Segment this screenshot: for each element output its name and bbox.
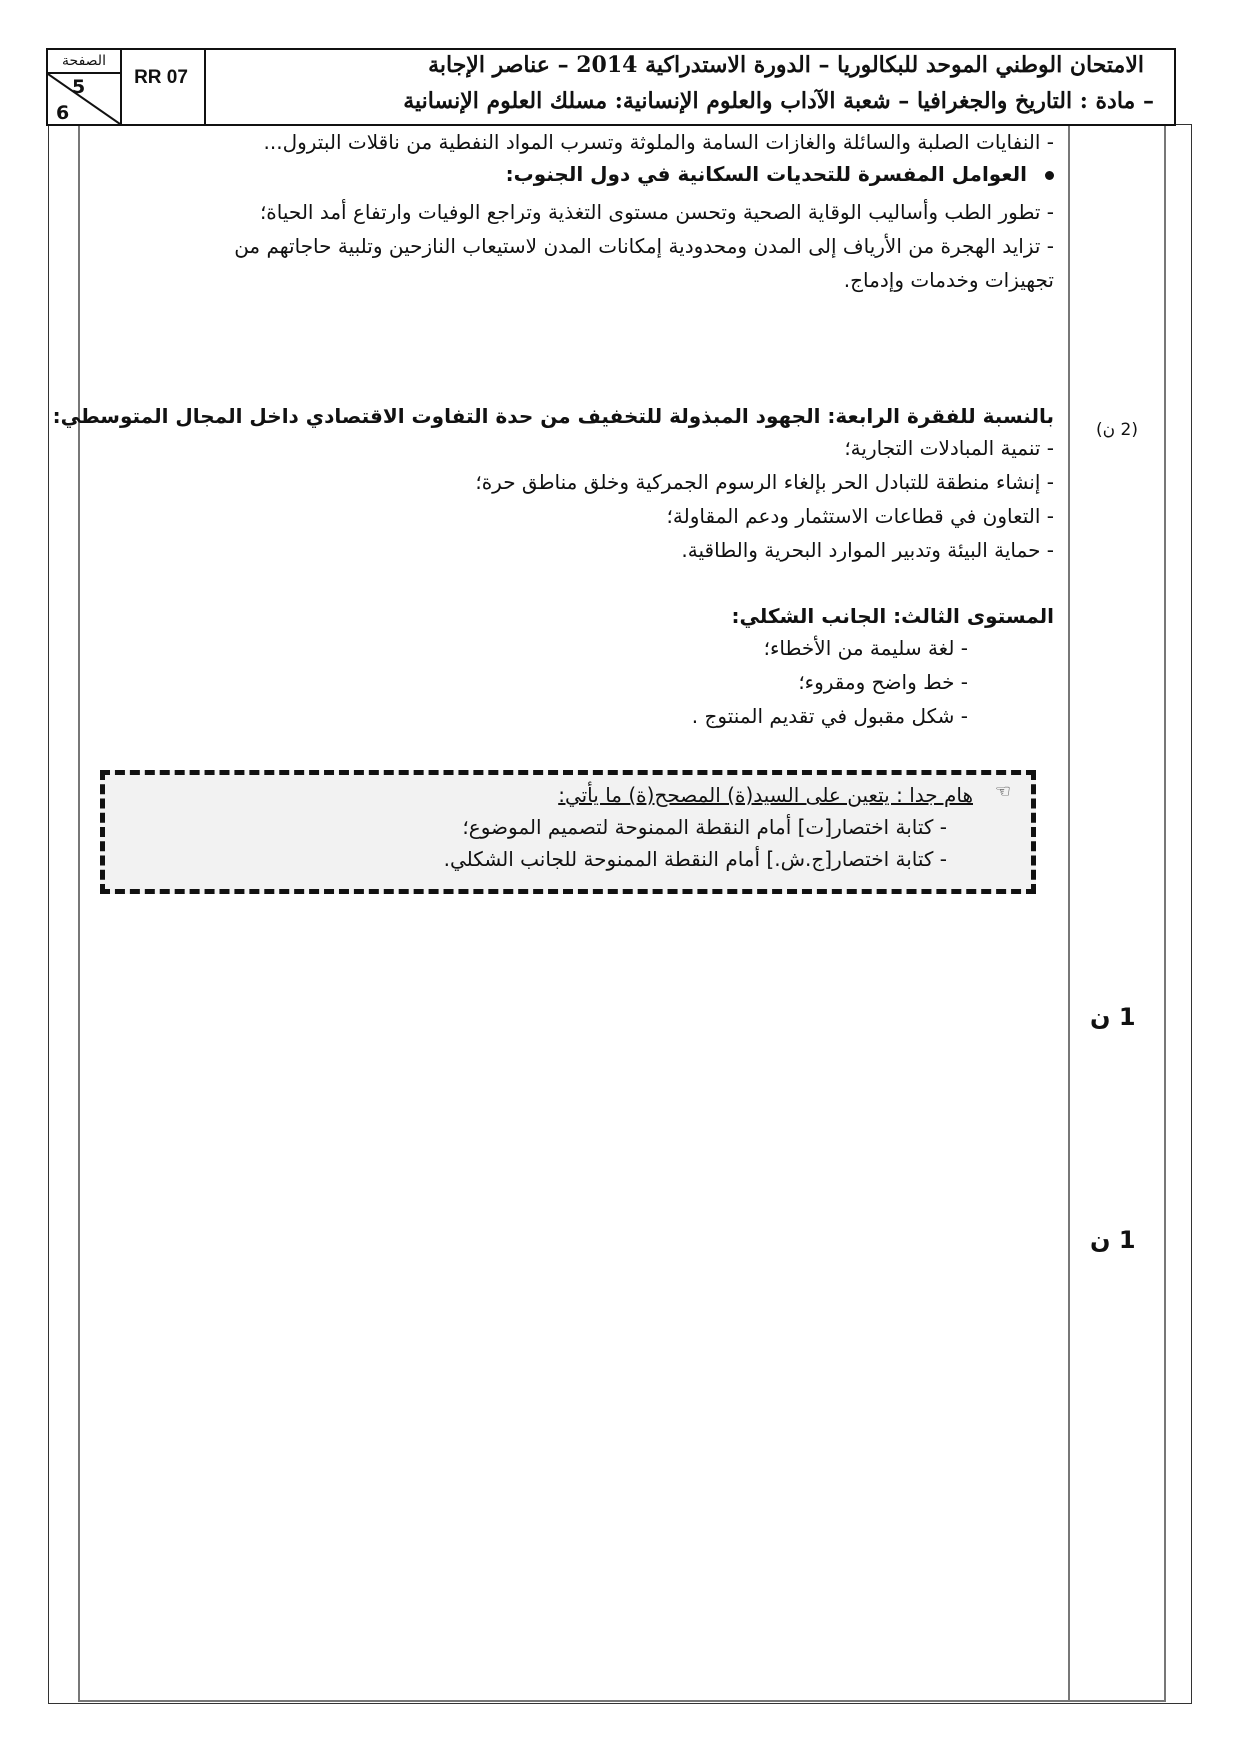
section-b-item: - حماية البيئة وتدبير الموارد البحرية والطاقية. [681,538,1054,562]
page-number-box [46,48,122,126]
page-label: الصفحة [48,50,120,74]
section-a-line-2: - تطور الطب وأساليب الوقاية الصحية وتحسن مستوى التغذية وتراجع الوفيات وارتفاع أمد الحياة؛ [259,200,1054,224]
content-frame [78,124,1166,1702]
notice-item: - كتابة اختصار[ج.ش.] أمام النقطة الممنوحة للجانب الشكلي. [443,847,947,871]
notice-box [100,770,1036,894]
section-b-heading: بالنسبة للفقرة الرابعة: الجهود المبذولة للتخفيف من حدة التفاوت الاقتصادي داخل المجال المتوسطي: [52,404,1054,428]
section-a-heading: العوامل المفسرة للتحديات السكانية في دول الجنوب: [506,160,1054,188]
section-c-item: - لغة سليمة من الأخطاء؛ [763,636,968,660]
bullet-icon [1045,171,1054,180]
section-c-item: - شكل مقبول في تقديم المنتوج . [691,704,968,728]
page-number: 5 [72,76,86,98]
pointing-hand-icon: ☜ [994,781,1011,802]
section-a-line-3: - تزايد الهجرة من الأرياف إلى المدن ومحدودية إمكانات المدن لاستيعاب النازحين وتلبية حاجاتهم من [234,234,1054,258]
section-a-line-4: تجهيزات وخدمات وإدماج. [843,268,1054,292]
exam-title-box [204,48,1176,126]
notice-title: هام جدا : يتعين على السيد(ة) المصحح(ة) ما يأتي: [558,783,973,807]
score-1-second: 1 ن [1090,1226,1136,1254]
page-total: 6 [56,102,70,124]
notice-item: - كتابة اختصار[ت] أمام النقطة الممنوحة لتصميم الموضوع؛ [462,815,947,839]
score-2: (2 ن) [1096,420,1138,440]
score-1-first: 1 ن [1090,1003,1136,1031]
pollution-line: - النفايات الصلبة والسائلة والغازات السامة والملوثة وتسرب المواد النفطية من ناقلات البترول... [263,130,1054,154]
page-header [46,48,1194,124]
section-c-heading: المستوى الثالث: الجانب الشكلي: [731,604,1054,628]
section-b-item: - إنشاء منطقة للتبادل الحر بإلغاء الرسوم الجمركية وخلق مناطق حرة؛ [475,470,1054,494]
section-b-item: - تنمية المبادلات التجارية؛ [844,436,1054,460]
section-c-item: - خط واضح ومقروء؛ [798,670,968,694]
exam-title-line-1: الامتحان الوطني الموحد للبكالوريا – الدورة الاستدراكية 2014 – عناصر الإجابة [428,52,1144,78]
score-column-divider [1068,124,1070,1700]
section-b-item: - التعاون في قطاعات الاستثمار ودعم المقاولة؛ [666,504,1054,528]
exam-title-line-2: – مادة : التاريخ والجغرافيا – شعبة الآداب والعلوم الإنسانية: مسلك العلوم الإنسانية [403,88,1154,114]
exam-code: RR 07 [118,48,206,126]
